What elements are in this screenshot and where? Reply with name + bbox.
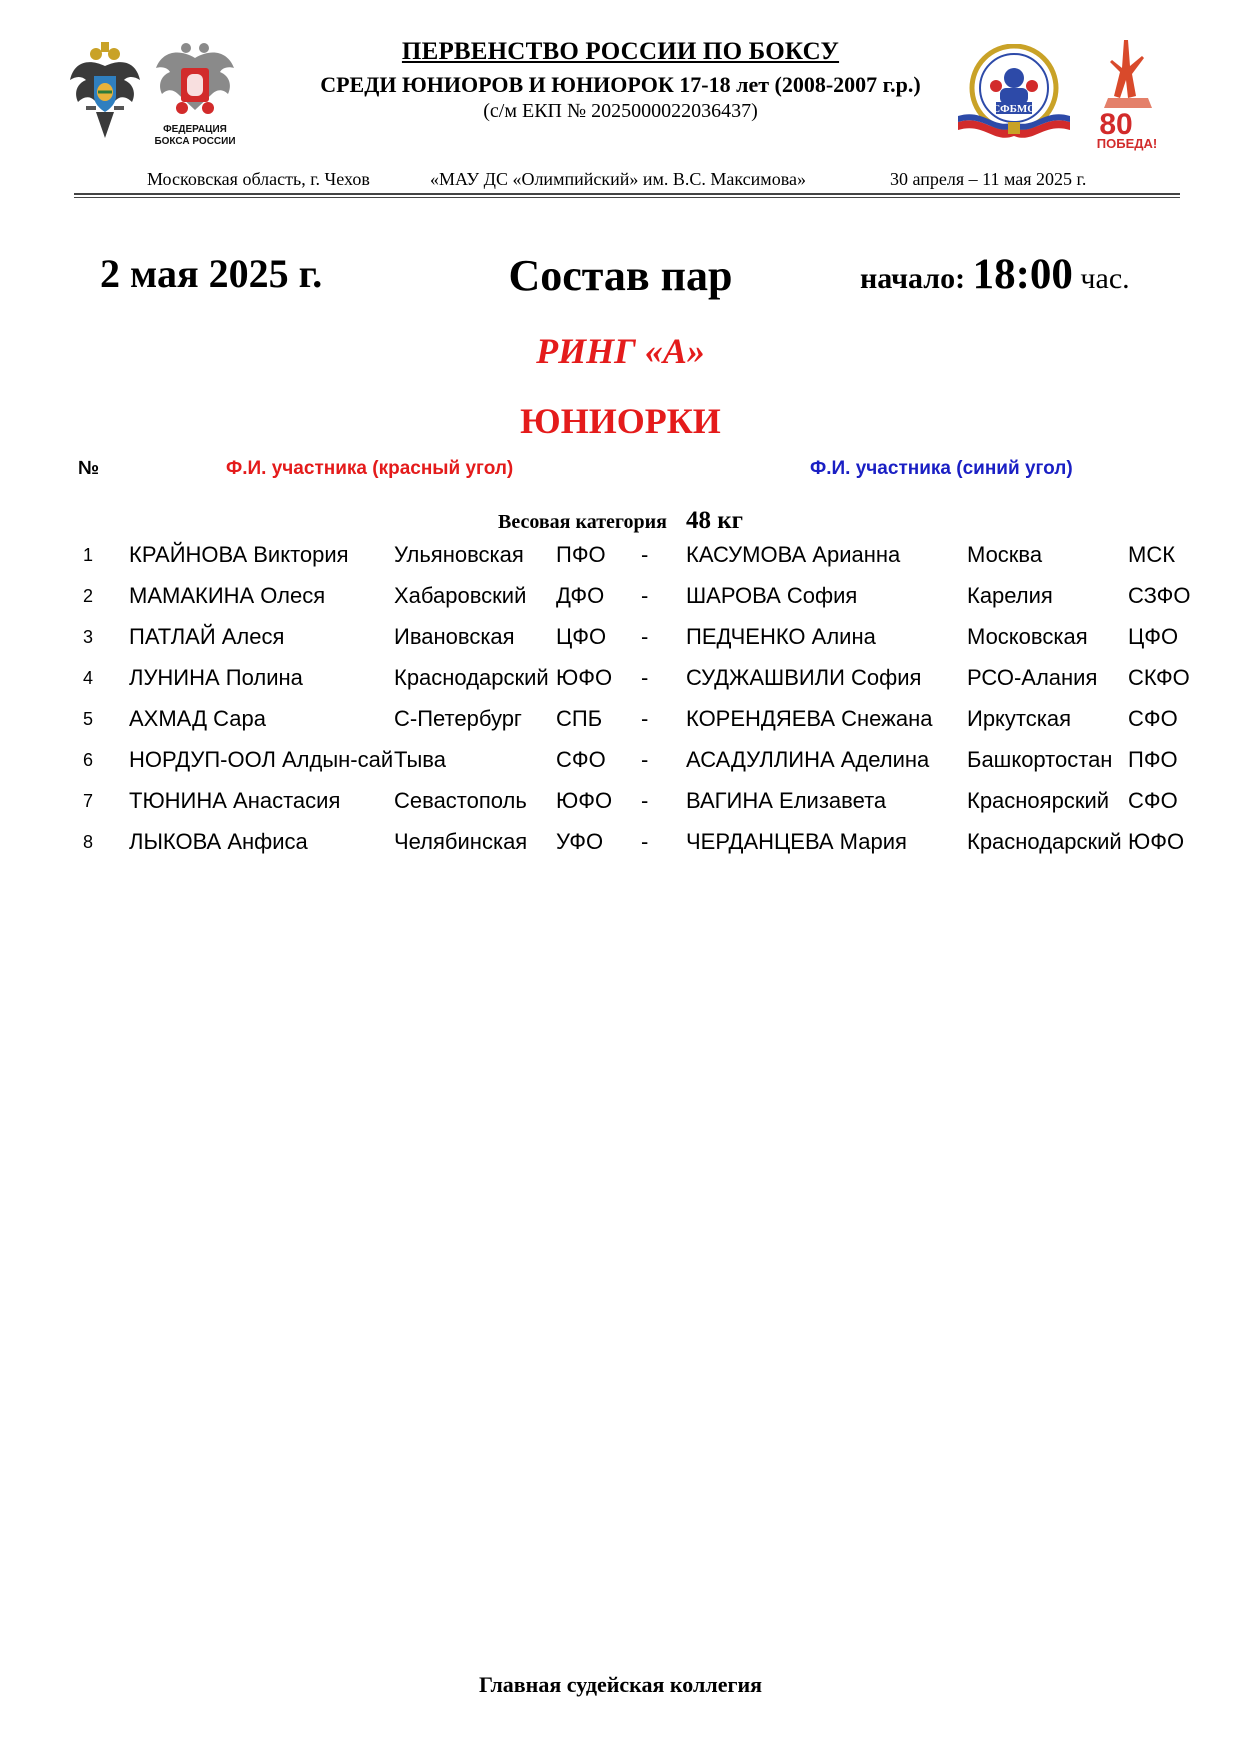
red-boxer-region: Севастополь [394,788,527,813]
bout-separator: - [641,829,649,854]
bout-number: 2 [83,586,94,606]
blue-boxer-district: СФО [1128,788,1178,813]
column-header-number: № [78,458,100,479]
blue-boxer-district: СЗФО [1128,583,1191,608]
red-boxer-region: С-Петербург [394,706,522,731]
championship-title: ПЕРВЕНСТВО РОССИИ ПО БОКСУ [401,38,840,65]
blue-boxer-region: Красноярский [967,788,1110,813]
blue-boxer-district: ПФО [1128,747,1178,772]
bout-row [0,622,1241,663]
sfbmo-text: СФБМО [992,103,1036,115]
red-boxer-name: МАМАКИНА Олеся [129,583,326,608]
red-boxer-region: Тыва [394,747,446,772]
bout-separator: - [641,665,649,690]
red-boxer-district: ЦФО [556,624,607,649]
blue-boxer-region: РСО-Алания [967,665,1098,690]
weight-category-label: Весовая категория [498,511,667,533]
bout-row [0,581,1241,622]
blue-boxer-name: ШАРОВА София [686,583,858,608]
start-time-block [860,250,1130,299]
blue-boxer-region: Карелия [967,583,1053,608]
bout-separator: - [641,788,649,813]
victory-word-text: ПОБЕДА! [1096,136,1158,151]
red-boxer-name: НОРДУП-ООЛ Алдын-сай [129,747,394,772]
blue-boxer-name: СУДЖАШВИЛИ София [686,665,922,690]
bout-separator: - [641,747,649,772]
blue-boxer-district: ЮФО [1128,829,1185,854]
bout-number: 1 [83,545,94,565]
bout-row [0,827,1241,868]
weight-category-value: 48 кг [685,507,743,534]
red-boxer-district: ЮФО [556,788,613,813]
bout-number: 3 [83,627,94,647]
red-boxer-district: СПБ [556,706,603,731]
blue-boxer-name: АСАДУЛЛИНА Аделина [686,747,930,772]
start-time: 18:00 [972,251,1073,298]
bout-row [0,704,1241,745]
red-boxer-district: ПФО [556,542,606,567]
red-boxer-name: АХМАД Сара [129,706,266,731]
bout-number: 6 [83,750,94,770]
chief-judges-panel: Главная судейская коллегия [478,1672,763,1697]
bout-number: 4 [83,668,94,688]
bout-separator: - [641,583,649,608]
federation-line1-text: ФЕДЕРАЦИЯ [163,124,227,135]
red-boxer-name: ПАТЛАЙ Алеся [129,624,285,649]
venue-city: Московская область, г. Чехов [147,169,370,189]
bout-number: 5 [83,709,94,729]
start-unit: час. [1080,262,1130,295]
red-boxer-district: ЮФО [556,665,613,690]
victory-number-text: 80 [1099,108,1133,141]
bout-separator: - [641,624,649,649]
red-boxer-name: КРАЙНОВА Виктория [129,542,349,567]
column-header-blue-corner: Ф.И. участника (синий угол) [810,458,1073,479]
red-boxer-region: Ивановская [394,624,515,649]
blue-boxer-name: КОРЕНДЯЕВА Снежана [686,706,933,731]
red-boxer-district: ДФО [556,583,605,608]
blue-boxer-region: Москва [967,542,1043,567]
bout-number: 7 [83,791,94,811]
blue-boxer-district: ЦФО [1128,624,1179,649]
blue-boxer-name: ПЕДЧЕНКО Алина [686,624,876,649]
header-divider-thin [74,197,1180,198]
bout-row [0,786,1241,827]
ring-label: РИНГ «А» [536,331,705,371]
venue-name: «МАУ ДС «Олимпийский» им. В.С. Максимова» [430,169,806,189]
bout-number: 8 [83,832,94,852]
group-label: ЮНИОРКИ [520,401,721,441]
red-boxer-name: ЛЫКОВА Анфиса [129,829,308,854]
blue-boxer-name: ВАГИНА Елизавета [686,788,887,813]
federation-line2-text: БОКСА РОССИИ [154,136,236,147]
red-boxer-region: Краснодарский [394,665,549,690]
blue-boxer-region: Краснодарский [967,829,1122,854]
session-date: 2 мая 2025 г. [100,251,323,296]
weight-category [0,507,1241,535]
red-boxer-region: Хабаровский [394,583,527,608]
blue-boxer-region: Московская [967,624,1088,649]
red-boxer-district: УФО [556,829,604,854]
red-boxer-name: ЛУНИНА Полина [129,665,303,690]
blue-boxer-region: Башкортостан [967,747,1113,772]
bout-separator: - [641,706,649,731]
blue-boxer-district: СФО [1128,706,1178,731]
bout-row [0,663,1241,704]
column-header-red-corner: Ф.И. участника (красный угол) [226,458,514,479]
blue-boxer-region: Иркутская [967,706,1072,731]
page-heading: Состав пар [508,251,733,300]
blue-boxer-district: СКФО [1128,665,1190,690]
blue-boxer-district: МСК [1128,542,1176,567]
ekp-number: (с/м ЕКП № 2025000022036437) [483,100,758,122]
red-boxer-region: Ульяновская [394,542,524,567]
bout-row [0,745,1241,786]
red-boxer-region: Челябинская [394,829,528,854]
bout-row [0,540,1241,581]
blue-boxer-name: КАСУМОВА Арианна [686,542,901,567]
venue-dates: 30 апреля – 11 мая 2025 г. [890,169,1087,189]
bouts-table [0,540,1241,868]
header-divider [74,193,1180,195]
start-label: начало: [860,262,966,295]
red-boxer-district: СФО [556,747,606,772]
bout-separator: - [641,542,649,567]
championship-subtitle: СРЕДИ ЮНИОРОВ И ЮНИОРОК 17-18 лет (2008-2007 г.р.) [320,72,921,97]
blue-boxer-name: ЧЕРДАНЦЕВА Мария [686,829,907,854]
red-boxer-name: ТЮНИНА Анастасия [129,788,341,813]
